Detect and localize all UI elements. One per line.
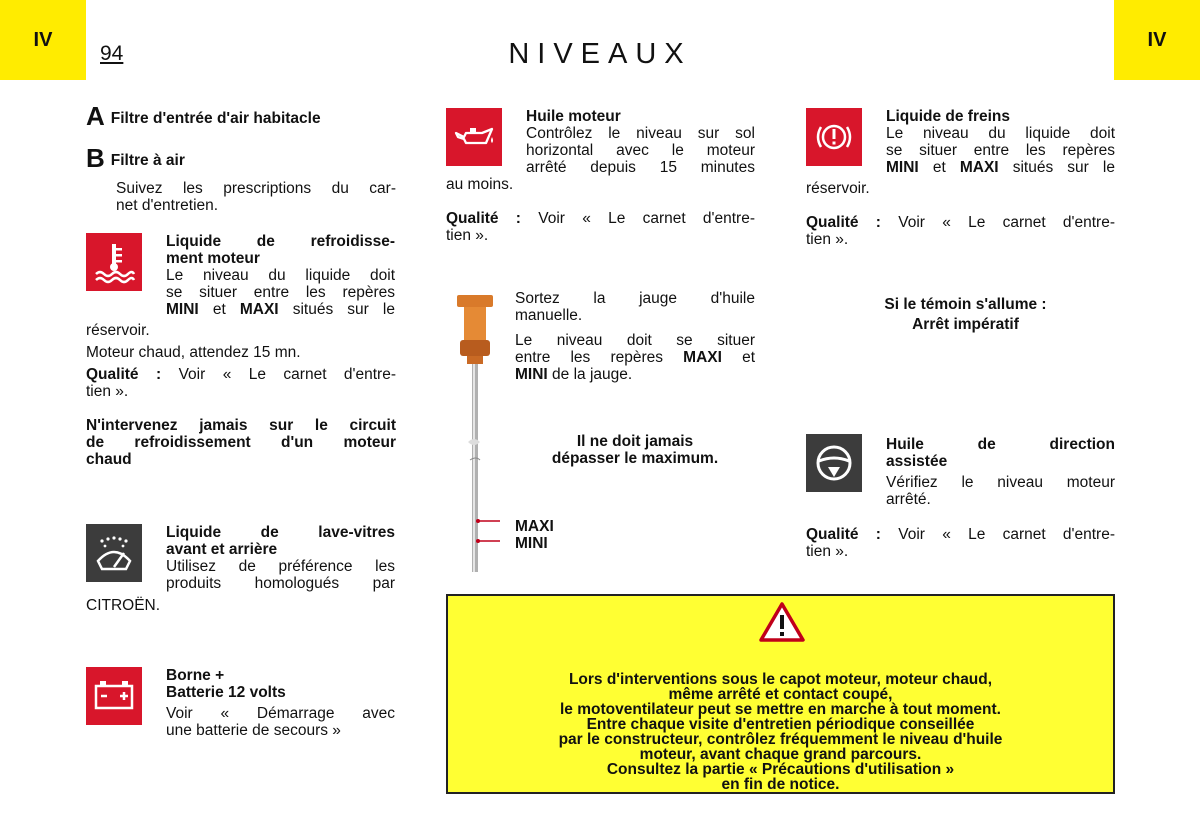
section-b xyxy=(86,143,396,173)
oil-section-cont: au moins. Qualité : Voir « Le carnet d'entre- tien ». xyxy=(446,176,755,244)
page-number: 94 xyxy=(100,42,124,65)
steering-wheel-icon xyxy=(806,434,862,492)
washer-section-cont: CITROËN. xyxy=(86,597,161,614)
dipstick-illustration xyxy=(450,292,500,576)
chapter-label: IV xyxy=(1147,28,1167,51)
warning-text: Lors d'interventions sous le capot moteur, moteur chaud, même arrêté et contact coupé, le motoventilateur peut se mettre en marche à tout moment. Entre chaque visite d'entretien périodique conseillée par le constructeur, contrôlez fréquemment le niveau d'huile moteur, avant chaque grand parcours. Consultez la partie « Précautions d'utilisation » en fin de notice. xyxy=(558,671,1003,793)
letter-b: B xyxy=(86,143,105,173)
washer-section: Liquide de lave-vitres avant et arrière Utilisez de préférence les produits homologués par xyxy=(166,524,395,592)
oil-can-icon xyxy=(446,108,502,166)
warning-box xyxy=(446,594,1115,794)
brake-alert: Si le témoin s'allume : Arrêt impératif xyxy=(884,296,1047,333)
dipstick-note: Il ne doit jamais dépasser le maximum. xyxy=(551,433,719,467)
battery-icon-graphic xyxy=(92,674,136,718)
coolant-icon xyxy=(86,233,142,291)
coolant-section-cont: réservoir. Moteur chaud, attendez 15 mn. Qualité : Voir « Le carnet d'entre- tien ». N'intervenez jamais sur le circuit de refroidissement d'un moteur chaud xyxy=(86,322,396,468)
steering-wheel-icon-graphic xyxy=(812,441,856,485)
dipstick-labels xyxy=(515,518,595,552)
section-a-title: Filtre d'entrée d'air habitacle xyxy=(110,110,321,127)
label-mini: MINI xyxy=(515,535,548,552)
oil-section: Huile moteur Contrôlez le niveau sur sol horizontal avec le moteur arrêté depuis 15 minutes xyxy=(526,108,755,176)
battery-section: Borne + Batterie 12 volts Voir « Démarrage avec une batterie de secours » xyxy=(166,667,395,739)
steering-section: Huile de direction assistée Vérifiez le niveau moteur arrêté. xyxy=(886,436,1115,508)
washer-icon-graphic xyxy=(92,531,136,575)
brake-icon xyxy=(806,108,862,166)
section-b-text: Suivez les prescriptions du car- net d'entretien. xyxy=(116,180,396,214)
brake-icon-graphic xyxy=(812,115,856,159)
page-title: NIVEAUX xyxy=(508,38,692,70)
dipstick-section: Sortez la jauge d'huile manuelle. Le niveau doit se situer entre les repères MAXI et MINI de la jauge. xyxy=(515,290,756,383)
coolant-warning: N'intervenez jamais sur le circuit xyxy=(86,417,396,434)
steering-section-cont: Qualité : Voir « Le carnet d'entre- tien ». xyxy=(806,526,1115,560)
coolant-section: Liquide de refroidisse- ment moteur Le niveau du liquide doit se situer entre les repères MINI et MAXI situés sur le xyxy=(166,233,395,318)
brake-section-cont: réservoir. Qualité : Voir « Le carnet d'entre- tien ». xyxy=(806,180,1115,248)
brake-section: Liquide de freins Le niveau du liquide doit se situer entre les repères MINI et MAXI situés sur le xyxy=(886,108,1115,176)
chapter-label: IV xyxy=(33,28,53,51)
coolant-hot-note: Moteur chaud, attendez 15 mn. xyxy=(86,344,301,361)
coolant-icon-graphic xyxy=(92,240,136,284)
warning-triangle-icon xyxy=(759,602,805,642)
section-a xyxy=(86,101,396,131)
washer-icon xyxy=(86,524,142,582)
battery-icon xyxy=(86,667,142,725)
oil-can-icon-graphic xyxy=(452,115,496,159)
letter-a: A xyxy=(86,101,105,131)
section-b-title: Filtre à air xyxy=(110,152,185,169)
label-maxi: MAXI xyxy=(515,518,554,535)
